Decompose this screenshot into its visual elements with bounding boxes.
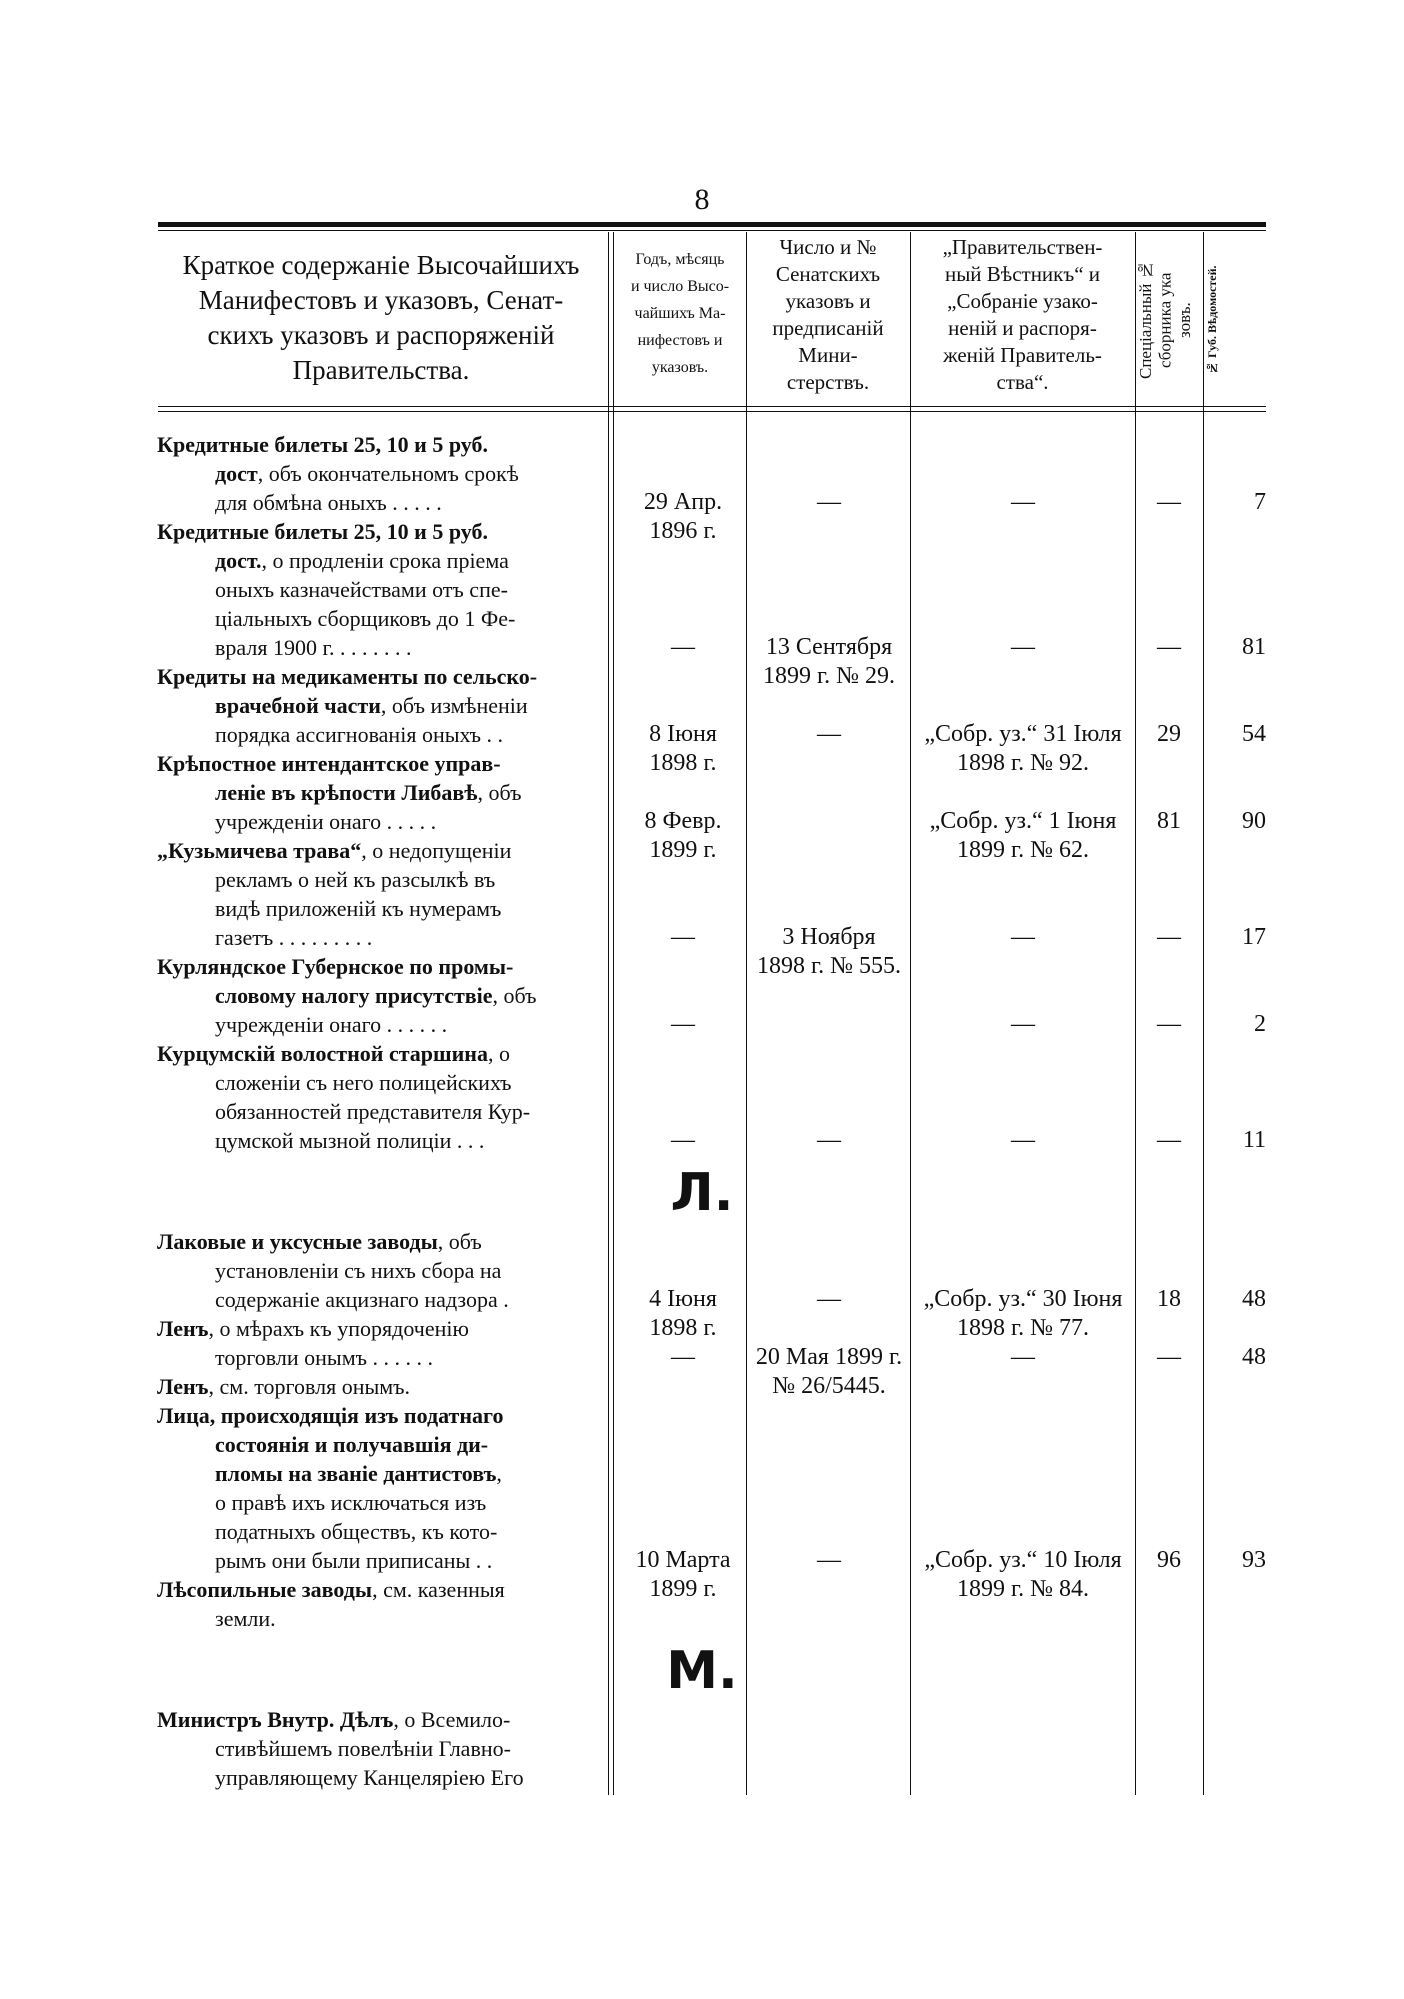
entry-description: , о [487, 1041, 510, 1066]
header-line: Правительства. [292, 355, 470, 385]
entry-c1 [618, 923, 748, 952]
entry-description: , объ [477, 780, 522, 805]
entry-description: учрежденiи онаго . . . . . . [215, 1012, 448, 1037]
entry-heading: Курляндское Губернское по промы- [157, 954, 514, 979]
entry-line [157, 1546, 599, 1575]
entry-line [157, 1285, 599, 1314]
entry-description: , объ окончательномъ срокѣ [257, 461, 519, 486]
header-line: скихъ указовъ и распоряженiй [207, 320, 555, 350]
entry-c5 [1203, 807, 1266, 836]
entry-description: содержанiе акцизнаго надзора . [215, 1287, 509, 1312]
entry-c3 [910, 633, 1136, 662]
header-line: ненiй и распоря- [948, 316, 1097, 340]
entry-line [157, 1039, 599, 1068]
entry-c2 [746, 1343, 912, 1401]
page-number: 8 [694, 183, 710, 216]
entry-line [157, 981, 599, 1010]
entry-line [157, 865, 599, 894]
cell-value: 13 Сентября [765, 634, 893, 660]
cell-value: — [1011, 1127, 1035, 1153]
header-senate-number [746, 234, 910, 396]
entry-description: торговли онымъ . . . . . . [215, 1345, 434, 1370]
cell-value: — [817, 1127, 841, 1153]
cell-value: — [671, 1011, 695, 1037]
entry-line [157, 546, 599, 575]
entry-line [157, 1372, 599, 1401]
entry-c1 [618, 1546, 748, 1604]
entry-text [157, 1372, 599, 1401]
entry-line [157, 1517, 599, 1546]
header-line: указовъ. [651, 359, 709, 376]
cell-value: 96 [1157, 1547, 1181, 1573]
header-line: „Правительствен- [942, 235, 1103, 259]
entry-c4 [1135, 807, 1203, 836]
top-rule-thick [158, 222, 1266, 227]
entry-line [157, 749, 599, 778]
cell-value: — [1011, 924, 1035, 950]
entry-c2 [746, 488, 912, 517]
column-divider [613, 232, 614, 1795]
header-line: Краткое содержанiе Высочайшихъ [182, 250, 580, 280]
cell-value: 1898 г. № 555. [756, 953, 902, 979]
header-line: № Губ. Вѣдомостей. [1205, 265, 1219, 375]
cell-value: — [1157, 924, 1181, 950]
header-line: ства“. [996, 370, 1049, 394]
entry-text [157, 836, 599, 952]
header-line: предписанiй [772, 316, 884, 340]
entry-description: порядка ассигнованiя оныхъ . . [215, 722, 504, 747]
entry-description: газетъ . . . . . . . . . [215, 925, 373, 950]
entry-description: , объ [437, 1229, 482, 1254]
header-line: стерствъ. [786, 370, 870, 394]
entry-line [157, 1488, 599, 1517]
entry-heading: Крѣпостное интендантское управ- [157, 751, 501, 776]
header-line: сборника ука [1155, 272, 1175, 368]
entry-description: , см. торговля онымъ. [208, 1374, 411, 1399]
entry-line [157, 662, 599, 691]
entry-line [157, 720, 599, 749]
header-gubernia-gazette [1206, 238, 1264, 402]
cell-value: — [671, 924, 695, 950]
entry-c1 [618, 488, 748, 546]
entry-text [157, 662, 599, 749]
cell-value: 20 Мая 1899 г. [755, 1344, 903, 1370]
cell-value: — [1157, 1127, 1181, 1153]
cell-value: „Собр. уз.“ 30 Iюня [923, 1286, 1123, 1312]
entry-description: враля 1900 г. . . . . . . . [215, 635, 412, 660]
entry-text [157, 952, 599, 1039]
header-summary [158, 248, 604, 388]
entry-c3 [910, 923, 1136, 952]
entry-c5 [1203, 633, 1266, 662]
cell-value: 81 [1157, 808, 1181, 834]
header-line: Мини- [798, 343, 858, 367]
entry-description: о правѣ ихъ исключаться изъ [215, 1490, 487, 1515]
entry-heading: дост [215, 461, 258, 486]
entry-line [157, 517, 599, 546]
entry-description: управляющему Канцелярiею Его [215, 1765, 524, 1790]
entry-description: сложенiи съ него полицейскихъ [215, 1070, 512, 1095]
entry-heading: Курцумскiй волостной старшина [157, 1041, 488, 1066]
entry-heading: Кредиты на медикаменты по сельско- [157, 664, 538, 689]
header-line: Число и № [779, 235, 877, 259]
entry-description: , о недопущенiи [361, 838, 512, 863]
entry-line [157, 1705, 599, 1734]
header-line: чайшихъ Ма- [634, 305, 726, 322]
entry-heading: Министръ Внутр. Дѣлъ [157, 1707, 394, 1732]
header-rule [158, 406, 1266, 407]
entry-line [157, 1734, 599, 1763]
entry-line [157, 430, 599, 459]
cell-value: 81 [1242, 634, 1266, 660]
header-herald [910, 234, 1135, 396]
header-line: и число Высо- [630, 278, 730, 295]
entry-text [157, 1705, 599, 1792]
entry-description: установленiи съ нихъ сбора на [215, 1258, 502, 1283]
entry-c1 [618, 1126, 748, 1155]
entry-c2 [746, 923, 912, 981]
entry-description: обязанностей представителя Кур- [215, 1099, 531, 1124]
entry-c3 [910, 1010, 1136, 1039]
entry-c3 [910, 1285, 1136, 1343]
entry-line [157, 1097, 599, 1126]
entry-heading: врачебной части [215, 693, 381, 718]
cell-value: — [1157, 489, 1181, 515]
cell-value: — [671, 1344, 695, 1370]
entry-c3 [910, 1343, 1136, 1372]
entry-text [157, 1227, 599, 1314]
entry-text [157, 430, 599, 517]
entry-c1 [618, 720, 748, 778]
entry-line [157, 807, 599, 836]
entry-description: податныхъ обществъ, къ кото- [215, 1519, 498, 1544]
entry-line [157, 691, 599, 720]
entry-line [157, 1068, 599, 1097]
entry-c3 [910, 488, 1136, 517]
entry-line [157, 1126, 599, 1155]
entry-text [157, 517, 599, 662]
header-line: нифестовъ и [637, 332, 723, 349]
entry-c2 [746, 633, 912, 691]
entry-description: , объ [492, 983, 537, 1008]
header-rule-double [158, 411, 1266, 412]
entry-description: оныхъ казначействами отъ спе- [215, 577, 508, 602]
entry-description: видѣ приложенiй къ нумерамъ [215, 896, 502, 921]
cell-value: — [1157, 1344, 1181, 1370]
entry-description: , [496, 1461, 502, 1486]
entry-line [157, 1227, 599, 1256]
entry-line [157, 1430, 599, 1459]
entry-line [157, 1256, 599, 1285]
entry-heading: „Кузьмичева трава“ [157, 838, 362, 863]
entry-description: рекламъ о ней къ разсылкѣ въ [215, 867, 496, 892]
entry-c3 [910, 720, 1136, 778]
entry-text [157, 1575, 599, 1633]
cell-value: — [817, 1286, 841, 1312]
entry-c5 [1203, 1126, 1266, 1155]
entry-line [157, 575, 599, 604]
cell-value: — [1157, 1011, 1181, 1037]
entry-heading: ленiе въ крѣпости Либавѣ [215, 780, 478, 805]
entry-c5 [1203, 1285, 1266, 1314]
entry-text [157, 1314, 599, 1372]
entry-heading: Кредитные билеты 25, 10 и 5 руб. [157, 432, 488, 457]
cell-value: „Собр. уз.“ 1 Iюня [929, 808, 1117, 834]
header-line: женiй Правитель- [943, 343, 1102, 367]
entry-description: , о продленiи срока прiема [261, 548, 509, 573]
entry-description: стивѣйшемъ повелѣнiи Главно- [215, 1736, 511, 1761]
header-line: ный Вѣстникъ“ и [944, 262, 1101, 286]
entry-c4 [1135, 1546, 1203, 1575]
entry-description: , объ измѣненiи [380, 693, 528, 718]
cell-value: — [1011, 1344, 1035, 1370]
cell-value: — [1011, 1011, 1035, 1037]
cell-value: „Собр. уз.“ 31 Iюля [924, 721, 1122, 747]
cell-value: 8 Iюня [649, 721, 717, 747]
entry-c1 [618, 1010, 748, 1039]
entry-line [157, 604, 599, 633]
entry-line [157, 1343, 599, 1372]
entry-c4 [1135, 720, 1203, 749]
entry-line [157, 1604, 599, 1633]
entry-line [157, 1459, 599, 1488]
entry-heading: Лаковые и уксусные заводы [157, 1229, 438, 1254]
entry-line [157, 459, 599, 488]
entry-line [157, 1010, 599, 1039]
entry-heading: Лѣсопильные заводы [157, 1577, 373, 1602]
cell-value: — [817, 1547, 841, 1573]
top-rule-thin [158, 230, 1266, 231]
entry-heading: дост. [215, 548, 262, 573]
entry-c4 [1135, 1285, 1203, 1314]
entry-c5 [1203, 720, 1266, 749]
entry-line [157, 1401, 599, 1430]
entry-line [157, 1763, 599, 1792]
cell-value: 1896 г. [649, 518, 717, 544]
entry-heading: Ленъ [157, 1316, 209, 1341]
entry-c4 [1135, 1010, 1203, 1039]
entry-c4 [1135, 923, 1203, 952]
cell-value: № 26/5445. [772, 1373, 886, 1399]
cell-value: 8 Февр. [644, 808, 722, 834]
header-special-number [1136, 238, 1202, 402]
entry-c5 [1203, 488, 1266, 517]
cell-value: 1898 г. [649, 1315, 717, 1341]
entry-description: , о мѣрахъ къ упорядоченiю [208, 1316, 469, 1341]
entry-c4 [1135, 1126, 1203, 1155]
entry-c5 [1203, 1010, 1266, 1039]
cell-value: 17 [1242, 924, 1266, 950]
entry-line [157, 633, 599, 662]
cell-value: 54 [1242, 721, 1266, 747]
cell-value: — [671, 634, 695, 660]
entry-heading: Ленъ [157, 1374, 209, 1399]
cell-value: 1899 г. № 62. [956, 837, 1090, 863]
entry-c1 [618, 1285, 748, 1343]
cell-value: — [671, 1127, 695, 1153]
cell-value: — [1011, 489, 1035, 515]
cell-value: 1898 г. № 77. [956, 1315, 1090, 1341]
cell-value: 1899 г. [649, 837, 717, 863]
entry-text [157, 1039, 599, 1155]
entry-description: земли. [215, 1606, 276, 1631]
section-letter: Л. [670, 1163, 734, 1223]
entry-heading: состоянiя и получавшiя ди- [215, 1432, 489, 1457]
cell-value: — [817, 489, 841, 515]
entry-c3 [910, 1126, 1136, 1155]
header-line: Годъ, мѣсяць [635, 251, 725, 268]
cell-value: — [1011, 634, 1035, 660]
section-letter: М. [666, 1641, 738, 1701]
entry-line [157, 778, 599, 807]
cell-value: 1899 г. [649, 1576, 717, 1602]
column-divider [608, 232, 609, 1795]
cell-value: 18 [1157, 1286, 1181, 1312]
cell-value: 90 [1242, 808, 1266, 834]
entry-description: учрежденiи онаго . . . . . [215, 809, 437, 834]
entry-line [157, 894, 599, 923]
entry-line [157, 952, 599, 981]
entry-line [157, 1575, 599, 1604]
cell-value: „Собр. уз.“ 10 Iюля [924, 1547, 1122, 1573]
entry-line [157, 836, 599, 865]
cell-value: 48 [1242, 1286, 1266, 1312]
cell-value: 93 [1242, 1547, 1266, 1573]
entry-text [157, 1401, 599, 1575]
entry-c2 [746, 720, 912, 749]
entry-description: для обмѣна оныхъ . . . . . [215, 490, 442, 515]
cell-value: 1898 г. № 92. [956, 750, 1090, 776]
entry-heading: Кредитные билеты 25, 10 и 5 руб. [157, 519, 488, 544]
cell-value: 29 [1157, 721, 1181, 747]
entry-description: , см. казенныя [372, 1577, 505, 1602]
entry-line [157, 488, 599, 517]
entry-c1 [618, 1343, 748, 1372]
entry-c2 [746, 1126, 912, 1155]
cell-value: 11 [1242, 1127, 1266, 1153]
cell-value: 29 Апр. [643, 489, 723, 515]
entry-c5 [1203, 923, 1266, 952]
header-line: „Собранiе узако- [947, 289, 1098, 313]
cell-value: 4 Iюня [649, 1286, 717, 1312]
entry-c2 [746, 1285, 912, 1314]
cell-value: 1898 г. [649, 750, 717, 776]
cell-value: 7 [1254, 489, 1266, 515]
header-line: Манифестовъ и указовъ, Сенат- [198, 285, 564, 315]
entry-c3 [910, 1546, 1136, 1604]
entry-c5 [1203, 1343, 1266, 1372]
entry-c4 [1135, 488, 1203, 517]
entry-description: рымъ они были приписаны . . [215, 1548, 493, 1573]
entry-c4 [1135, 1343, 1203, 1372]
entry-line [157, 1314, 599, 1343]
entry-description: , о Всемило- [393, 1707, 511, 1732]
cell-value: — [1157, 634, 1181, 660]
header-line: Сенатскихъ [775, 262, 881, 286]
entry-c3 [910, 807, 1136, 865]
header-line: Спецiальный № [1136, 260, 1155, 380]
entry-c2 [746, 1546, 912, 1575]
entry-heading: Лица, происходящiя изъ податнаго [157, 1403, 504, 1428]
entry-text [157, 749, 599, 836]
entry-c4 [1135, 633, 1203, 662]
entry-c5 [1203, 1546, 1266, 1575]
cell-value: 10 Марта [635, 1547, 731, 1573]
header-line: указовъ и [785, 289, 871, 313]
header-line: зовъ. [1175, 302, 1195, 338]
entry-heading: пломы на званiе дантистовъ [215, 1461, 497, 1486]
cell-value: 1899 г. № 84. [956, 1576, 1090, 1602]
entry-description: цумской мызной полицiи . . . [215, 1128, 485, 1153]
entry-c1 [618, 633, 748, 662]
entry-line [157, 923, 599, 952]
cell-value: 3 Ноября [782, 924, 876, 950]
cell-value: 48 [1242, 1344, 1266, 1370]
entry-c1 [618, 807, 748, 865]
entry-heading: словому налогу присутствiе [215, 983, 493, 1008]
cell-value: 2 [1254, 1011, 1266, 1037]
entry-description: цiальныхъ сборщиковъ до 1 Фе- [215, 606, 516, 631]
cell-value: 1899 г. № 29. [762, 663, 896, 689]
cell-value: — [817, 721, 841, 747]
header-date [614, 246, 746, 381]
